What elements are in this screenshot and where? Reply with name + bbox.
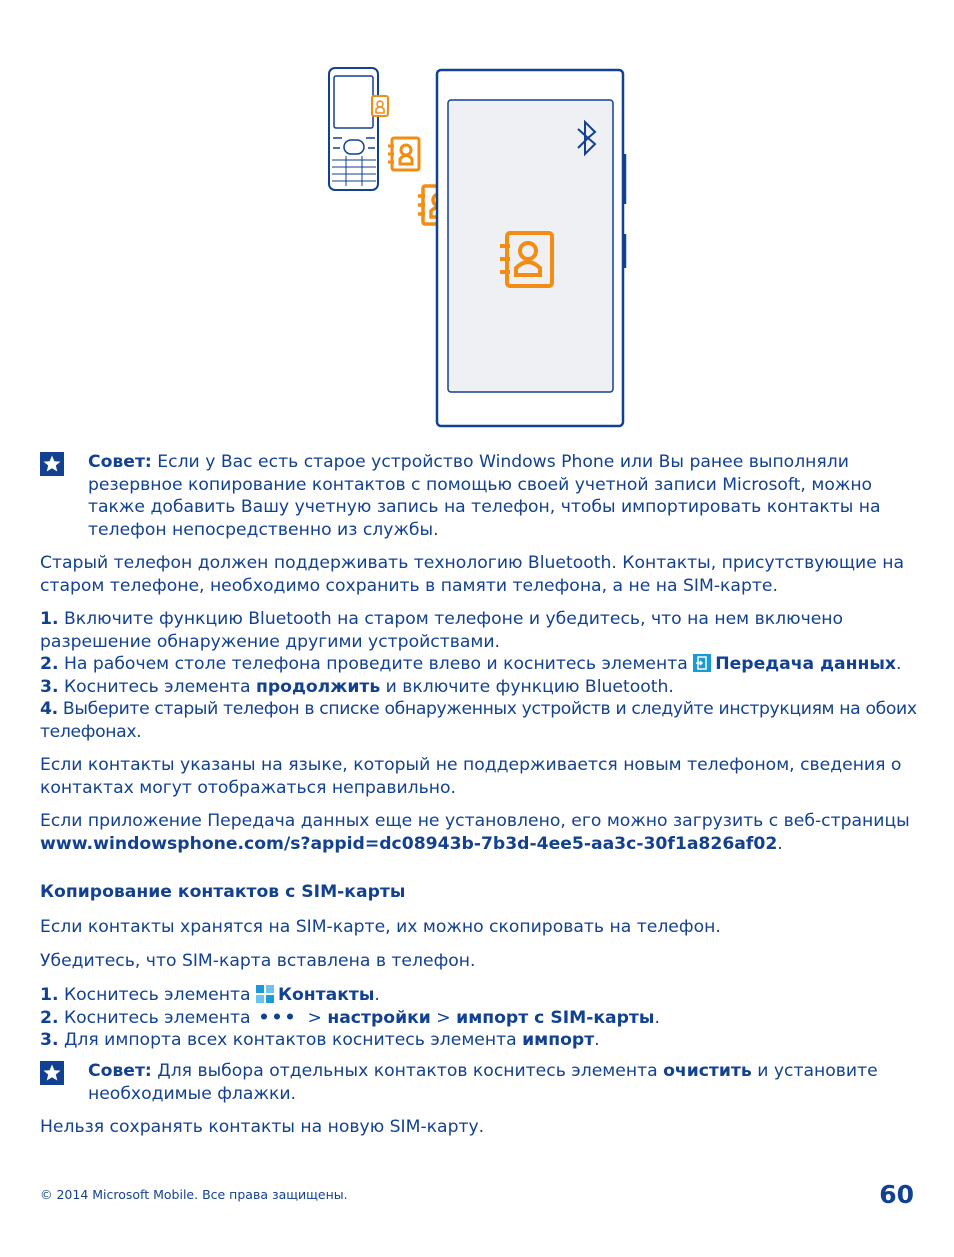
step-1 [40,608,920,653]
settings-label: настройки [327,1007,431,1028]
step-text: Коснитесь элемента [58,1007,251,1028]
step-number: 3. [40,1030,59,1051]
step-number: 1. [40,985,59,1005]
step-text: Выберите старый телефон в списке обнаруженных устройств и следуйте инструкциям на обоих телефонах. [40,699,917,742]
step-text: Для импорта всех контактов коснитесь элемента [58,1030,523,1051]
phone-transfer-illustration [320,60,640,432]
contact-book-icon [388,138,419,170]
step-text: Коснитесь элемента [58,985,256,1005]
paragraph: Старый телефон должен поддерживать технологию Bluetooth. Контакты, присутствующие на старом телефоне, необходимо сохранить в памяти телефона, а не на SIM-карте. [40,553,905,596]
step-text: Включите функцию Bluetooth на старом телефоне и убедитесь, что на нем включено разрешение обнаружение другими устройствами. [40,609,844,652]
contact-book-icon [372,96,388,116]
page-number: 60 [879,1180,914,1209]
step-end: . [374,985,380,1005]
separator: > [430,1007,457,1028]
step-number: 3. [40,676,59,697]
tip-label: Совет: [88,1061,152,1081]
step-number: 4. [40,699,58,720]
step-number: 2. [40,654,59,675]
contacts-label: Контакты [277,985,375,1005]
steps-list [40,984,920,1052]
step-end: . [654,1007,660,1028]
copyright-footer: © 2014 Microsoft Mobile. Все права защищены. [40,1187,348,1202]
tip-label: Совет: [88,452,152,472]
step-end: и включите функцию Bluetooth. [380,676,674,697]
tip-text [88,451,918,541]
step-number: 2. [40,1007,59,1028]
step-1 [40,984,920,1007]
step-3 [40,676,920,699]
step-3 [40,1029,920,1052]
more-dots-icon: ••• [258,1007,298,1028]
tip-body: Для выбора отдельных контактов коснитесь элемента [151,1061,664,1081]
paragraph-text: Если приложение Передача данных еще не установлено, его можно загрузить с веб-страницы [40,811,910,831]
tip-body: Если у Вас есть старое устройство Windows Phone или Вы ранее выполняли резервное копирование контактов с помощью своей учетной записи Microsoft, можно также добавить Вашу учетную запись на телефон, чтобы импортировать контакты на телефон непосредственно из службы. [88,452,881,540]
import-sim-label: импорт с SIM-карты [456,1007,655,1028]
continue-label: продолжить [255,676,381,697]
tip-text [88,1060,918,1105]
tip-star-icon [40,452,64,476]
illustration [320,60,640,436]
paragraph: Убедитесь, что SIM-карта вставлена в телефон. [40,951,476,971]
step-end: . [594,1030,600,1051]
step-text: На рабочем столе телефона проведите влево и коснитесь элемента [58,654,694,675]
paragraph-end: . [777,833,783,854]
separator: > [307,1007,328,1028]
step-2 [40,653,920,676]
transfer-data-label: Передача данных [715,654,896,675]
step-end: . [896,654,902,675]
new-phone [437,70,625,426]
tip-star-icon [40,1061,64,1085]
paragraph: Если контакты указаны на языке, который не поддерживается новым телефоном, сведения о контактах могут отображаться неправильно. [40,755,902,798]
steps-list [40,608,920,744]
step-4 [40,698,920,743]
step-2 [40,1007,920,1030]
step-text: Коснитесь элемента [58,676,256,697]
web-link[interactable]: www.windowsphone.com/s?appid=dc08943b-7b3d-4ee5-aa3c-30f1a826af02 [40,833,778,854]
transfer-data-icon [693,654,711,672]
import-label: импорт [522,1030,595,1051]
section-heading: Копирование контактов с SIM-карты [40,882,406,902]
contacts-tile-icon [256,985,274,1003]
old-phone [329,68,378,190]
paragraph: Если контакты хранятся на SIM-карте, их можно скопировать на телефон. [40,917,721,937]
paragraph: Нельзя сохранять контакты на новую SIM-карту. [40,1117,485,1137]
tip-end: и установите необходимые флажки. [88,1061,878,1104]
paragraph [40,810,920,855]
clear-label: очистить [663,1061,752,1081]
step-number: 1. [40,609,59,629]
